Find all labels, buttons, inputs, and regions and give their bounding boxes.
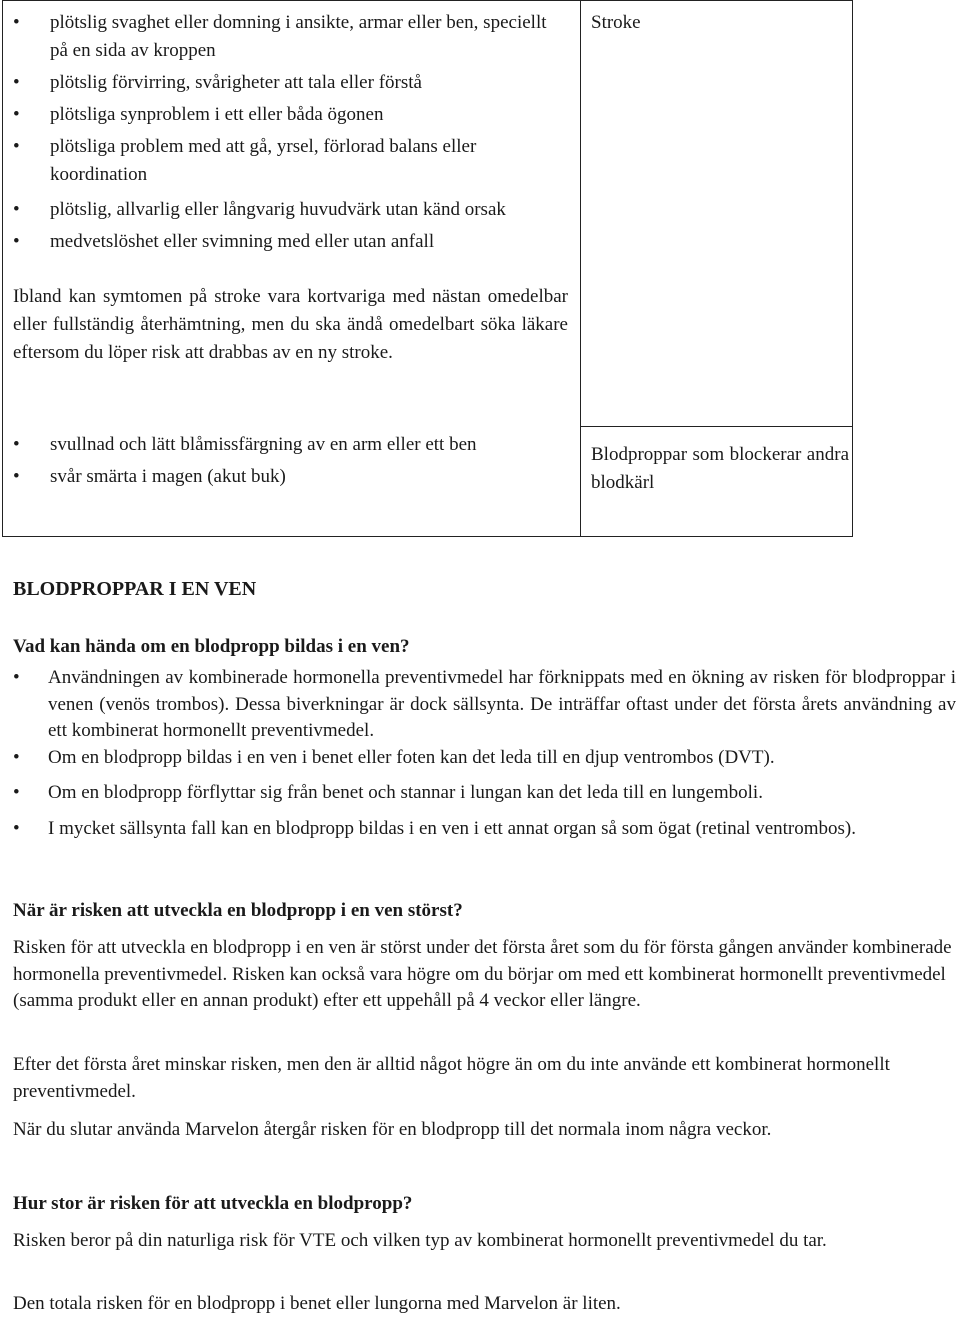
q1-bullet-list bbox=[13, 665, 956, 842]
q3-paragraph-1: Risken beror på din naturliga risk för VTE och vilken typ av kombinerat hormonellt preventivmedel du tar. bbox=[13, 1230, 827, 1251]
q2-paragraph-2: Efter det första året minskar risken, men den är alltid något högre än om du inte använde ett kombinerat hormonellt preventivmedel. bbox=[13, 1054, 890, 1102]
q2-paragraph-1: Risken för att utveckla en blodpropp i en ven är störst under det första året som du för första gången använder kombinerade hormonella preventivmedel. Risken kan också vara högre om du börjar om med ett kombinerat hormonellt preventivmedel (samma produkt eller en annan produkt) efter ett uppehåll på 4 veckor eller längre. bbox=[13, 937, 952, 1011]
list-item: • plötslig förvirring, svårigheter att tala eller förstå bbox=[13, 69, 568, 97]
symptom-table bbox=[2, 0, 853, 537]
row1-symptom-list bbox=[13, 9, 568, 256]
list-item: • plötslig, allvarlig eller långvarig huvudvärk utan känd orsak bbox=[13, 196, 568, 224]
list-item: • Om en blodpropp förflyttar sig från benet och stannar i lungan kan det leda till en lungemboli. bbox=[13, 780, 956, 807]
q3-paragraph-2: Den totala risken för en blodpropp i benet eller lungorna med Marvelon är liten. bbox=[13, 1293, 621, 1314]
list-item: • svår smärta i magen (akut buk) bbox=[13, 463, 568, 491]
list-item: • plötsliga synproblem i ett eller båda ögonen bbox=[13, 101, 568, 129]
question-heading-1: Vad kan hända om en blodpropp bildas i en ven? bbox=[13, 636, 410, 657]
list-item: • Om en blodpropp bildas i en ven i benet eller foten kan det leda till en djup ventrombos (DVT). bbox=[13, 745, 956, 772]
row2-condition: Blodproppar som blockerar andra blodkärl bbox=[591, 444, 849, 493]
table-row-divider bbox=[580, 426, 852, 427]
row1-condition: Stroke bbox=[591, 12, 641, 33]
question-heading-3: Hur stor är risken för att utveckla en blodpropp? bbox=[13, 1193, 413, 1214]
row2-symptom-list bbox=[13, 431, 568, 491]
row2-symptoms-cell bbox=[13, 431, 568, 491]
row1-symptoms-cell bbox=[13, 9, 568, 367]
table-column-divider bbox=[580, 1, 581, 536]
list-item: • plötsliga problem med att gå, yrsel, förlorad balans eller koordination bbox=[13, 133, 568, 189]
list-item: • plötslig svaghet eller domning i ansikte, armar eller ben, speciellt på en sida av kroppen bbox=[13, 9, 568, 65]
list-item: • svullnad och lätt blåmissfärgning av en arm eller ett ben bbox=[13, 431, 568, 459]
stroke-note: Ibland kan symtomen på stroke vara kortvariga med nästan omedelbar eller fullständig återhämtning, men du ska ändå omedelbart söka läkare eftersom du löper risk att drabbas av en ny stroke. bbox=[13, 286, 568, 363]
list-item: • I mycket sällsynta fall kan en blodpropp bildas i en ven i ett annat organ så som ögat (retinal ventrombos). bbox=[13, 816, 956, 843]
list-item: • medvetslöshet eller svimning med eller utan anfall bbox=[13, 228, 568, 256]
q2-paragraph-3: När du slutar använda Marvelon återgår risken för en blodpropp till det normala inom några veckor. bbox=[13, 1119, 772, 1140]
section-title: BLODPROPPAR I EN VEN bbox=[13, 578, 257, 600]
question-heading-2: När är risken att utveckla en blodpropp i en ven störst? bbox=[13, 900, 463, 921]
list-item: • Användningen av kombinerade hormonella preventivmedel har förknippats med en ökning av risken för blodproppar i venen (venös trombos). Dessa biverkningar är dock sällsynta. De inträffar oftast under det första årets användning av ett kombinerat hormonellt preventivmedel. bbox=[13, 665, 956, 745]
